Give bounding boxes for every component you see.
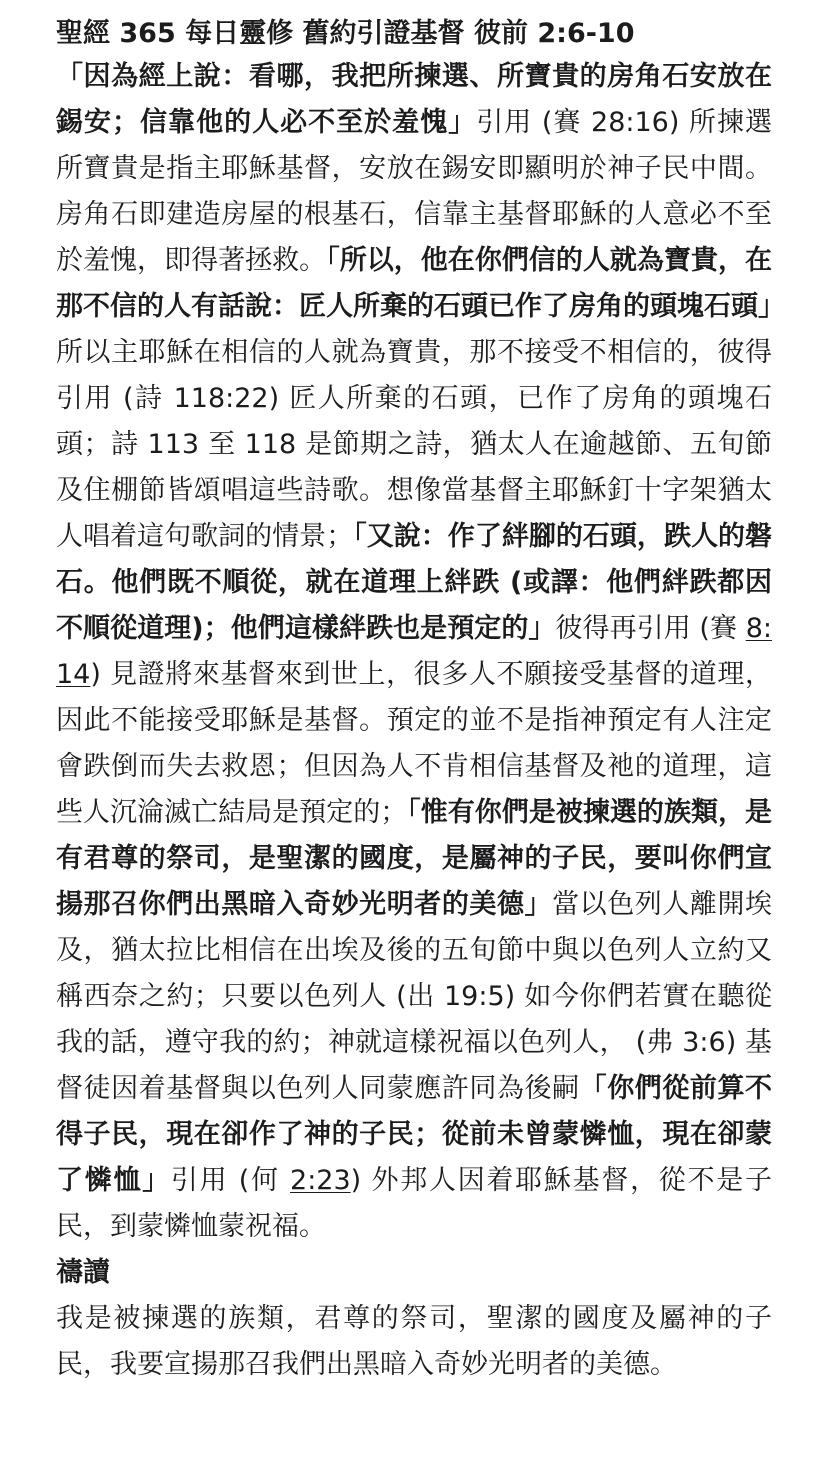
scripture-quote-1: 「因為經上說：看哪，我把所揀選、所寶貴的房角石安放在錫安；信靠他的人必不至於羞愧」 — [56, 61, 772, 138]
scripture-quote-5: 「你們從前算不得子民，現在卻作了神的子民；從前未曾蒙憐恤，現在卻蒙了憐恤」 — [56, 1073, 773, 1196]
prayer-heading: 禱讀 — [56, 1257, 110, 1288]
commentary-2: 所以主耶穌在相信的人就為寶貴，那不接受不相信的，彼得引用 (詩 118:22) 匠人所棄的石頭，已作了房角的頭塊石頭；詩 113 至 118 是節期之詩，猶太人在逾越節、五旬節及住棚節皆頌唱這些詩歌。想像當基督主耶穌釘十字架猶太人唱着這句歌詞的情景； — [56, 337, 772, 552]
scripture-quote-2: 「所以，他在你們信的人就為寶貴，在那不信的人有話說：匠人所棄的石頭已作了房角的頭塊石頭」 — [56, 245, 785, 322]
commentary-5-start: 引用 (何 — [170, 1165, 291, 1196]
scripture-quote-3: 「又說：作了絆腳的石頭，跌人的磐石。他們既不順從，就在道理上絆跌 (或譯：他們絆跌都因不順從道理)；他們這樣絆跌也是預定的」 — [56, 521, 773, 644]
verse-link-hosea-2-23[interactable]: 2:23 — [290, 1165, 351, 1196]
devotional-page — [56, 14, 785, 1388]
commentary-3-start: 彼得再引用 (賽 — [555, 613, 746, 644]
prayer-text: 我是被揀選的族類，君尊的祭司，聖潔的國度及屬神的子民，我要宣揚那召我們出黑暗入奇妙光明者的美德。 — [56, 1303, 772, 1380]
page-title: 聖經 365 每日靈修 舊約引證基督 彼前 2:6-10 — [56, 18, 635, 49]
scripture-quote-4: 「惟有你們是被揀選的族類，是有君尊的祭司，是聖潔的國度，是屬神的子民，要叫你們宣揚那召你們出黑暗入奇妙光明者的美德」 — [56, 797, 773, 920]
commentary-1: 引用 (賽 28:16) 所揀選所寶貴是指主耶穌基督，安放在錫安即顯明於神子民中間。房角石即建造房屋的根基石，信靠主基督耶穌的人意必不至於羞愧，即得著拯救。 — [56, 107, 772, 276]
verse-link-isaiah-8-14[interactable]: 8:14 — [56, 613, 773, 690]
commentary-3-end: ) 見證將來基督來到世上，很多人不願接受基督的道理，因此不能接受耶穌是基督。預定的並不是指神預定有人注定會跌倒而失去救恩；但因為人不肯相信基督及衪的道理，這些人沉淪滅亡結局是預定的； — [56, 659, 772, 828]
commentary-4: 當以色列人離開埃及，猶太拉比相信在出埃及後的五旬節中與以色列人立約又稱西奈之約；只要以色列人 (出 19:5) 如今你們若實在聽從我的話，遵守我的約；神就這樣祝福以色列人， (弗 3:6) 基督徒因着基督與以色列人同蒙應許同為後嗣 — [56, 889, 773, 1104]
commentary-5-end: ) 外邦人因着耶穌基督，從不是子民，到蒙憐恤蒙祝福。 — [56, 1165, 772, 1242]
devotional-body — [56, 54, 785, 1250]
